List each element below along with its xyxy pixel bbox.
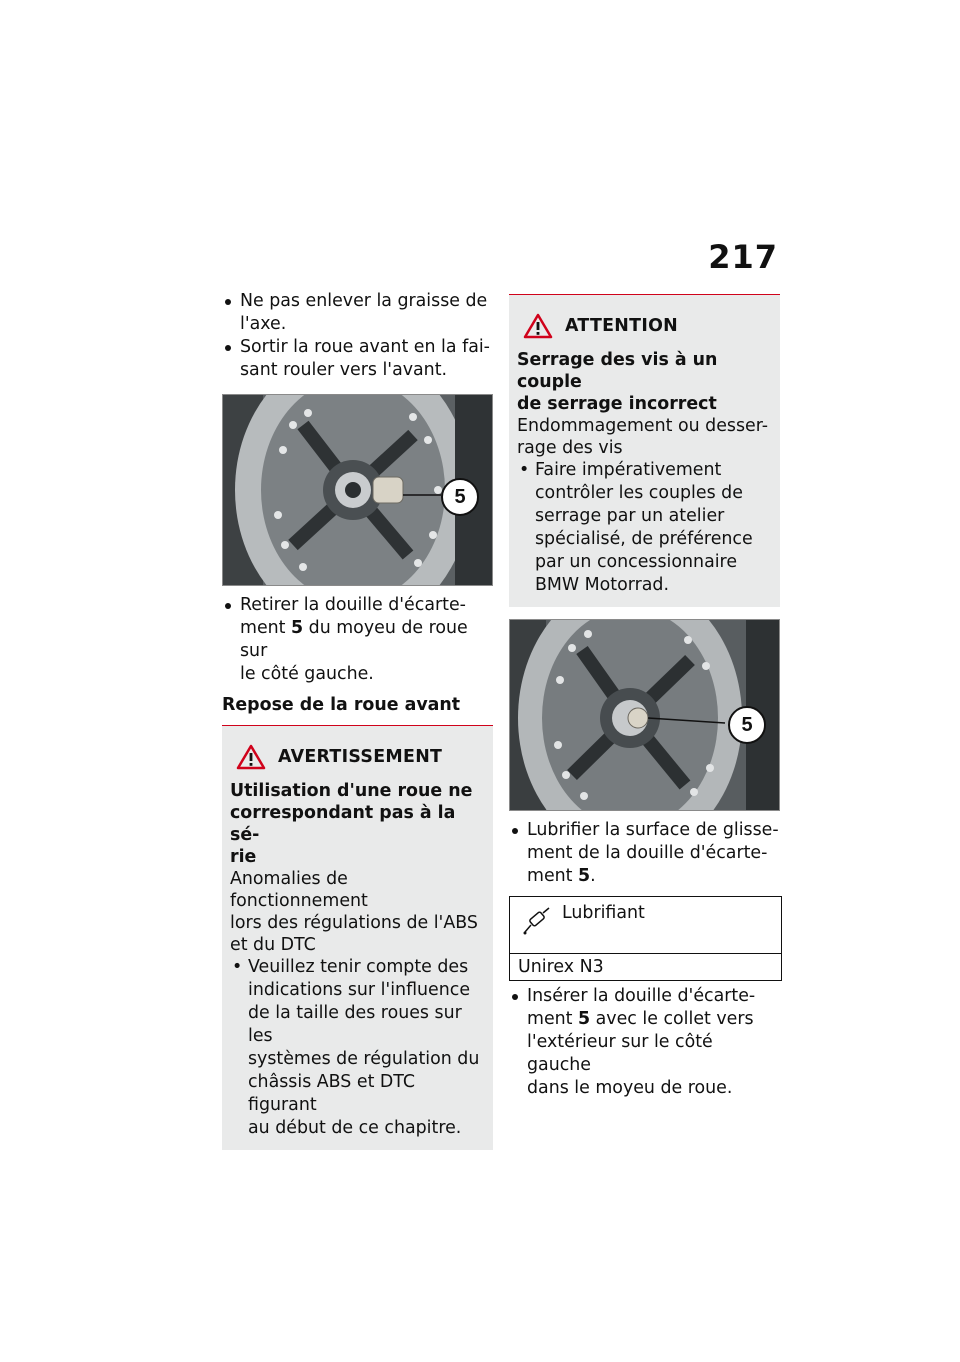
text-line: de serrage incorrect: [517, 394, 717, 414]
text-line: .: [590, 866, 596, 886]
list-item: [222, 290, 493, 336]
ref-number: 5: [578, 866, 591, 886]
attention-cause: [517, 349, 772, 415]
text-line: ment: [527, 1009, 579, 1029]
text-line: Serrage des vis à un couple: [517, 350, 718, 392]
text-line: le côté gauche.: [240, 664, 374, 684]
wheel-figure-install: [509, 619, 780, 811]
warning-triangle-icon: [523, 313, 553, 339]
lubricant-label: Lubrifiant: [562, 903, 645, 923]
text-line: indications sur l'influence: [248, 980, 471, 1000]
text-line: dans le moyeu de roue.: [527, 1078, 733, 1098]
text-line: par un concessionnaire: [535, 552, 738, 572]
wheel-figure-remove: [222, 394, 493, 586]
list-item: [222, 594, 493, 686]
attention-action: [517, 459, 772, 597]
attention-header: [523, 313, 772, 339]
text-line: serrage par un atelier: [535, 506, 725, 526]
text-line: l'axe.: [240, 314, 287, 334]
text-line: du moyeu de roue sur: [240, 618, 468, 661]
lubricant-table: [509, 896, 782, 981]
text-line: ment de la douille d'écarte-: [527, 843, 768, 863]
lubricant-header: [510, 897, 781, 954]
attention-title: ATTENTION: [565, 316, 679, 336]
text-line: correspondant pas à la sé-: [230, 803, 456, 845]
text-line: sant rouler vers l'avant.: [240, 360, 448, 380]
text-line: spécialisé, de préférence: [535, 529, 753, 549]
warning-action: [230, 956, 485, 1140]
text-line: Ne pas enlever la graisse de: [240, 291, 488, 311]
text-line: ment: [240, 618, 292, 638]
text-line: Retirer la douille d'écarte-: [240, 595, 466, 615]
warning-effect: [230, 868, 485, 956]
warning-triangle-icon: [236, 744, 266, 770]
warning-box: [222, 726, 493, 1150]
text-line: Insérer la douille d'écarte-: [527, 986, 756, 1006]
list-item: [509, 985, 780, 1100]
warning-title: AVERTISSEMENT: [278, 747, 443, 767]
ref-number: 5: [291, 618, 304, 638]
attention-effect: [517, 415, 772, 459]
lubricant-value: Unirex N3: [518, 957, 604, 977]
text-line: Anomalies de fonctionnement: [230, 869, 368, 911]
text-line: rie: [230, 847, 257, 867]
text-line: Utilisation d'une roue ne: [230, 781, 473, 801]
list-item: [222, 336, 493, 382]
text-line: au début de ce chapitre.: [248, 1118, 462, 1138]
attention-box: [509, 294, 780, 607]
text-line: Lubrifier la surface de glisse-: [527, 820, 779, 840]
ref-number: 5: [578, 1009, 591, 1029]
page-number: 217: [708, 238, 778, 276]
list-item: [509, 819, 780, 888]
text-line: de la taille des roues sur les: [248, 1003, 462, 1046]
text-line: avec le collet vers: [590, 1009, 754, 1029]
left-column: [222, 290, 493, 1150]
section-heading: Repose de la roue avant: [222, 694, 493, 726]
text-line: Endommagement ou desser-: [517, 416, 769, 436]
text-line: contrôler les couples de: [535, 483, 743, 503]
text-line: • Veuillez tenir compte des: [248, 957, 469, 977]
text-line: systèmes de régulation du: [248, 1049, 480, 1069]
text-line: l'extérieur sur le côté gauche: [527, 1032, 713, 1075]
text-line: ment: [527, 866, 579, 886]
grease-gun-icon: [522, 907, 552, 935]
text-line: et du DTC: [230, 935, 316, 955]
text-line: rage des vis: [517, 438, 623, 458]
callout-5: 5: [728, 706, 766, 744]
text-line: châssis ABS et DTC figurant: [248, 1072, 416, 1115]
warning-cause: [230, 780, 485, 868]
text-line: • Faire impérativement: [535, 460, 722, 480]
text-line: lors des régulations de l'ABS: [230, 913, 478, 933]
text-line: Sortir la roue avant en la fai-: [240, 337, 490, 357]
right-column: [509, 294, 780, 1100]
warning-header: [236, 744, 485, 770]
callout-5: 5: [441, 478, 479, 516]
text-line: BMW Motorrad.: [535, 575, 669, 595]
